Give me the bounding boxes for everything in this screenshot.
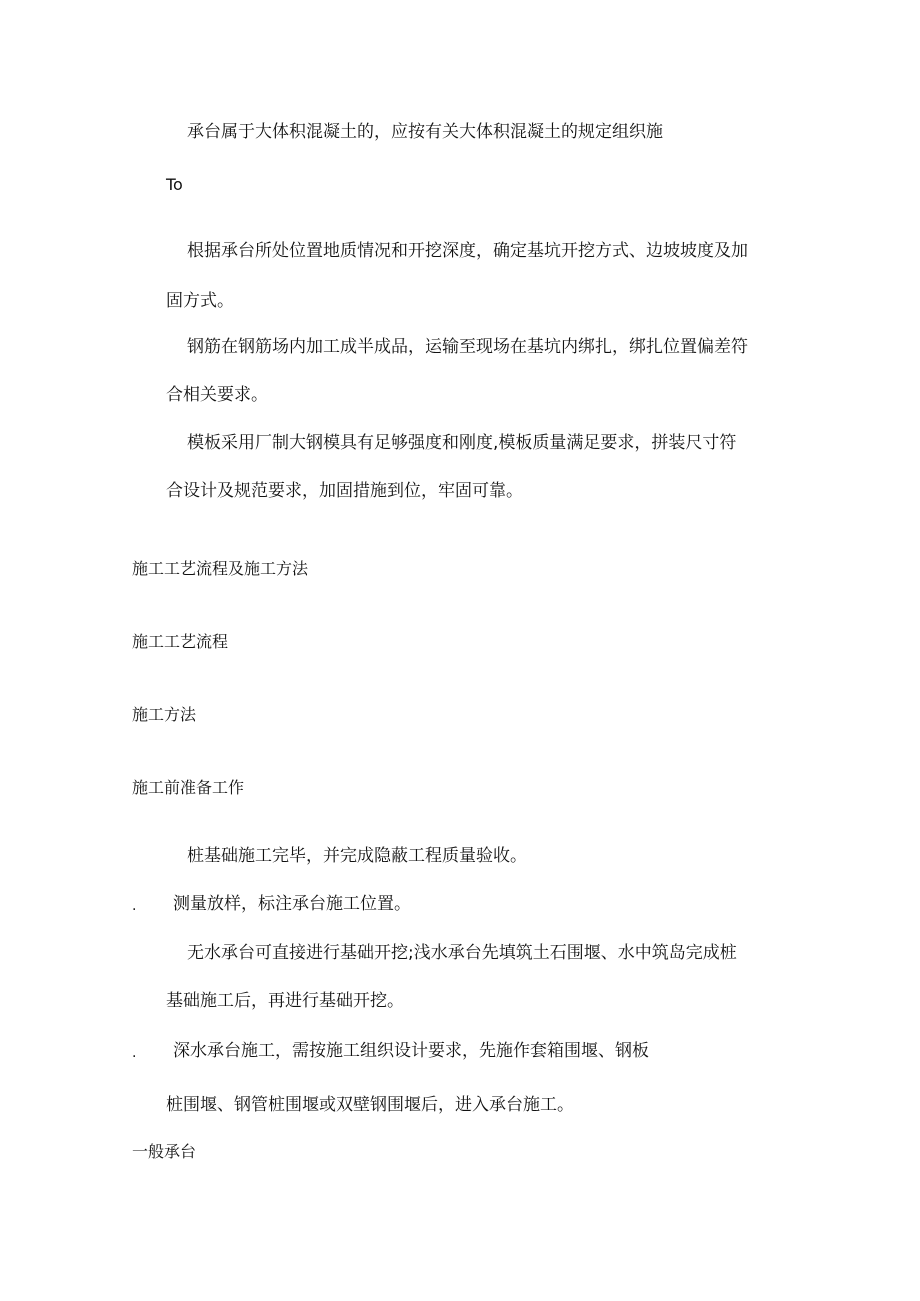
step-4-line-2: 桩围堰、钢管桩围堰或双壁钢围堰后，进入承台施工。 (166, 1095, 574, 1115)
step-3-line-2: 基础施工后，再进行基础开挖。 (166, 991, 404, 1011)
paragraph-3-line-2: 合相关要求。 (166, 385, 268, 405)
subsection-heading: 一般承台 (132, 1142, 197, 1161)
subsection-heading: 施工前准备工作 (132, 778, 245, 797)
step-1: 桩基础施工完毕，并完成隐蔽工程质量验收。 (187, 846, 527, 866)
step-4-line-1: 深水承台施工，需按施工组织设计要求，先施作套箱围堰、钢板 (173, 1041, 649, 1061)
step-4-marker: . (132, 1045, 137, 1061)
paragraph-2-line-2: 固方式。 (166, 291, 234, 311)
subsection-heading: 施工方法 (132, 705, 197, 724)
step-3-line-1: 无水承台可直接进行基础开挖;浅水承台先填筑土石围堰、水中筑岛完成桩 (187, 943, 737, 963)
paragraph-3-line-1: 钢筋在钢筋场内加工成半成品，运输至现场在基坑内绑扎，绑扎位置偏差符 (187, 337, 748, 357)
paragraph-1-line-2: To (166, 175, 183, 194)
subsection-heading: 施工工艺流程 (132, 632, 229, 651)
paragraph-1-line-1: 承台属于大体积混凝土的，应按有关大体积混凝土的规定组织施 (187, 122, 663, 142)
paragraph-4-line-2: 合设计及规范要求，加固措施到位，牢固可靠。 (166, 481, 523, 501)
step-2-marker: . (132, 898, 137, 914)
paragraph-4-line-1: 模板采用厂制大钢模具有足够强度和刚度,模板质量满足要求，拼装尺寸符 (187, 433, 737, 453)
step-2: 测量放样，标注承台施工位置。 (173, 894, 411, 914)
paragraph-2-line-1: 根据承台所处位置地质情况和开挖深度，确定基坑开挖方式、边坡坡度及加 (187, 241, 748, 261)
section-heading: 施工工艺流程及施工方法 (132, 559, 309, 578)
